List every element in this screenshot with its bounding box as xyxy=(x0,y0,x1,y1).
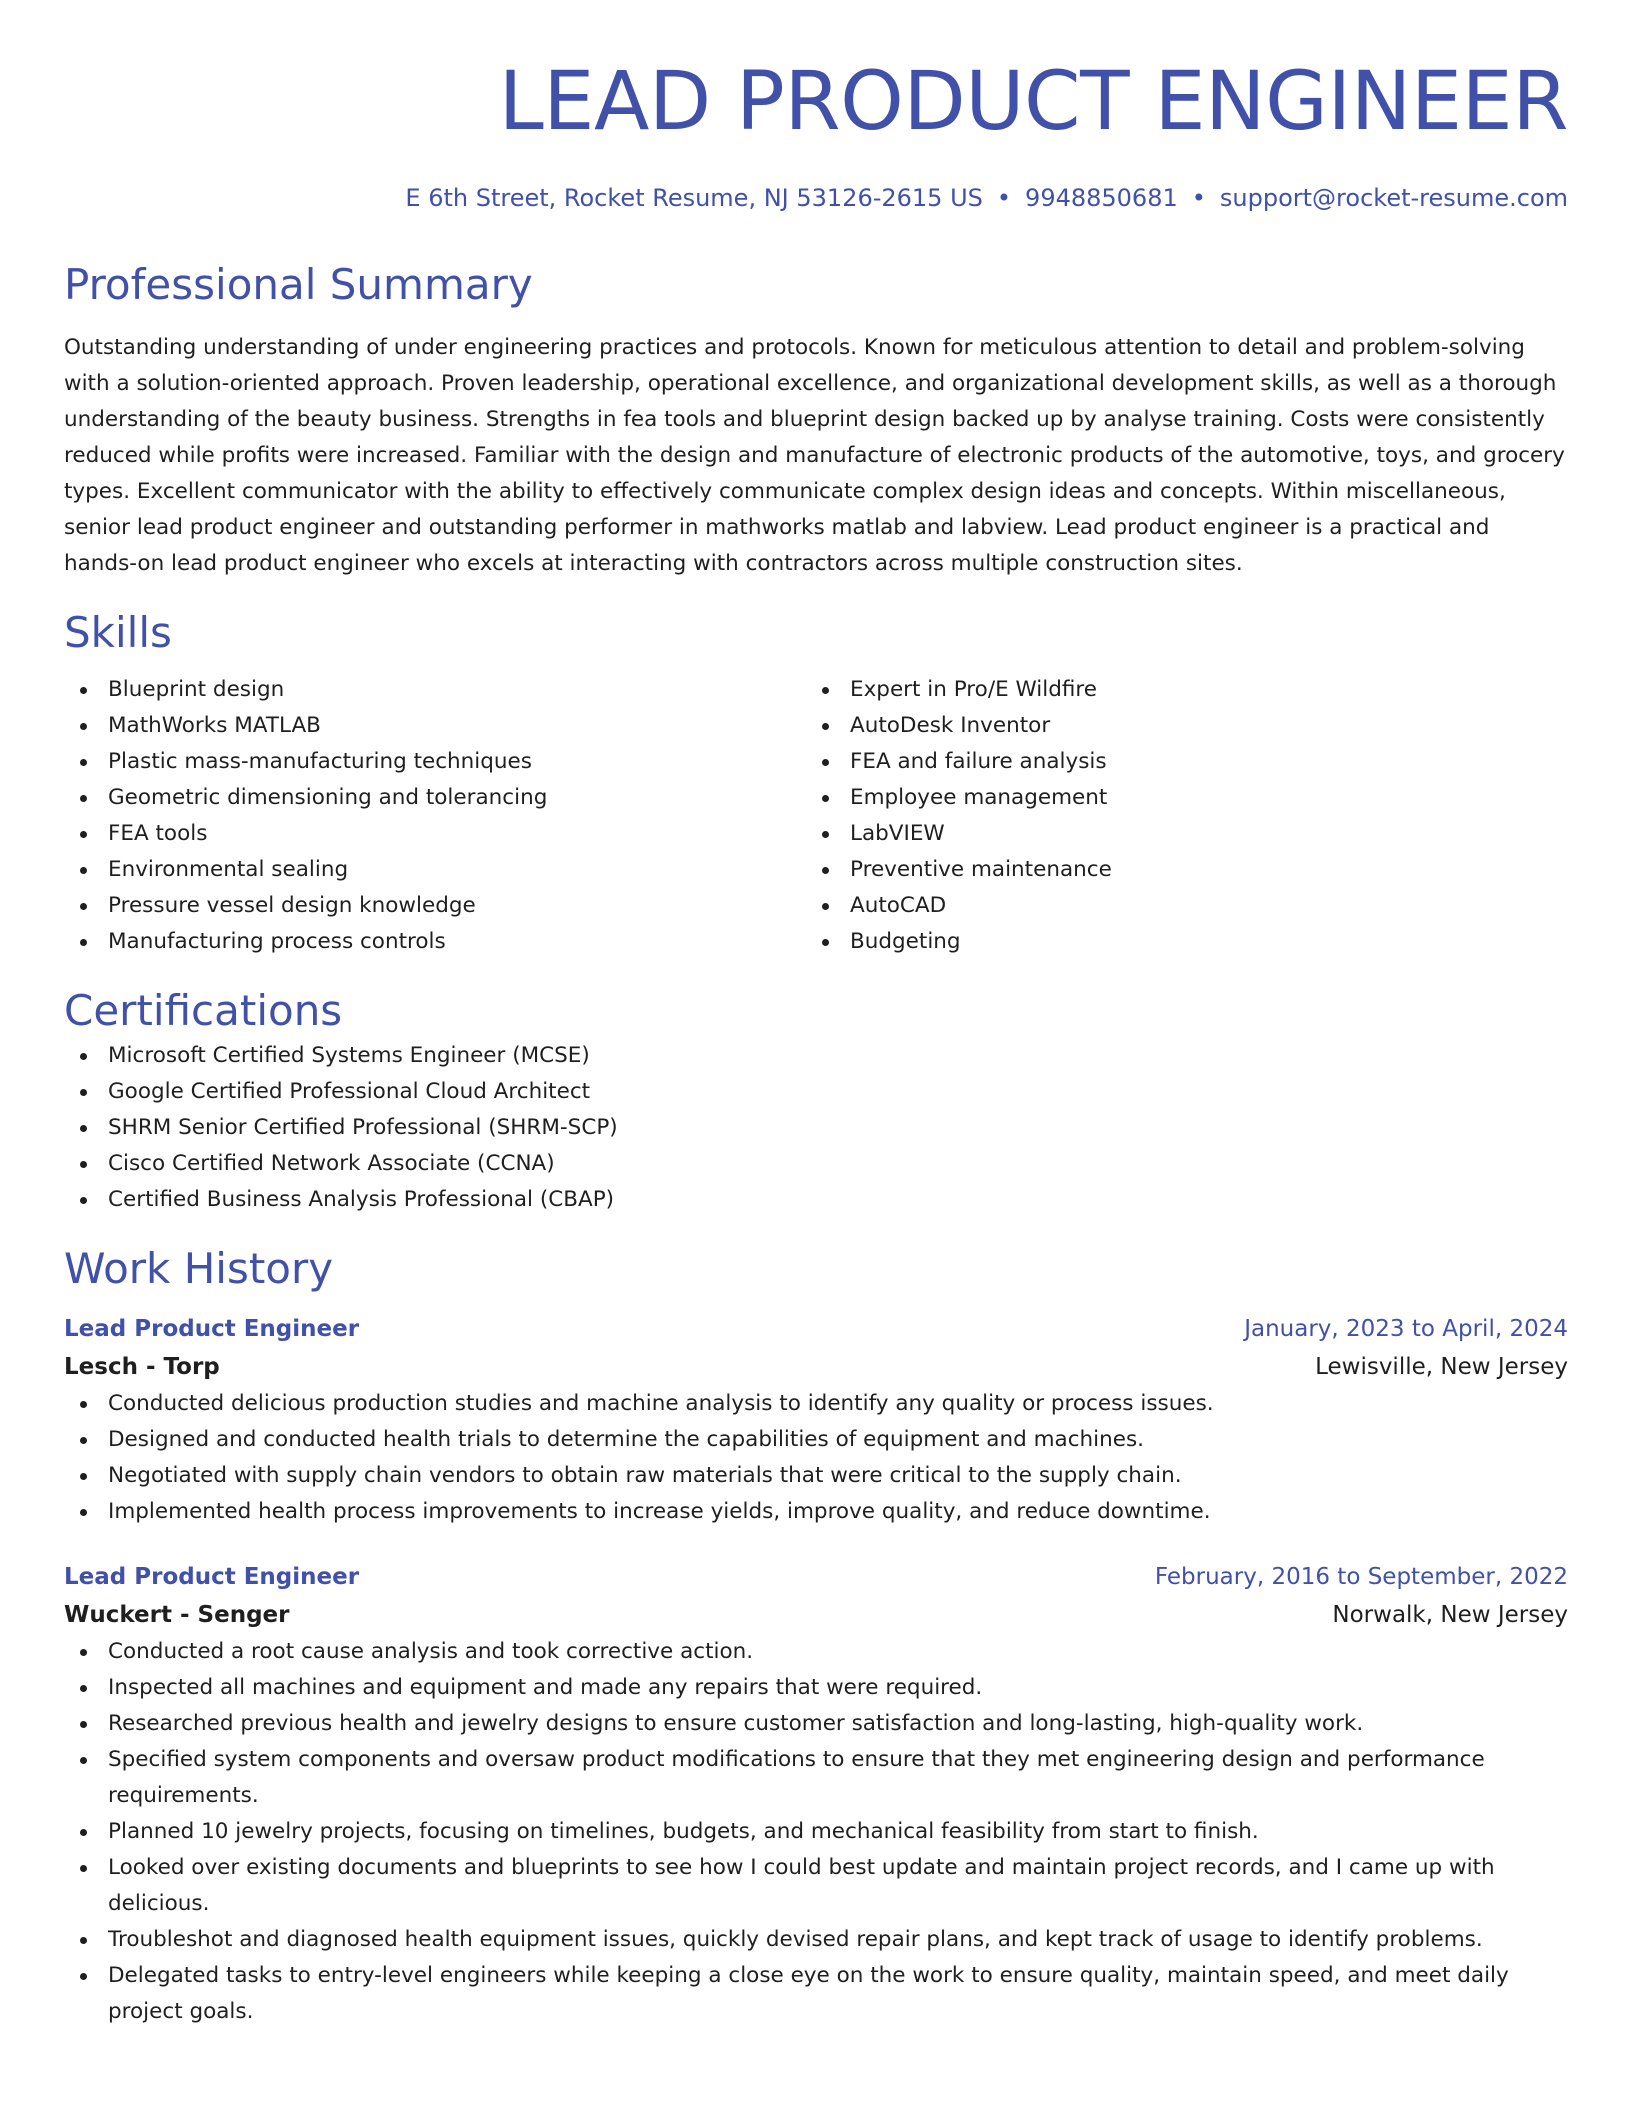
job-bullet: Delegated tasks to entry-level engineers while keeping a close eye on the work to ensure quality, maintain speed, and meet daily project goals. xyxy=(64,1958,1568,2030)
certification-item: Cisco Certified Network Associate (CCNA) xyxy=(64,1146,1568,1182)
job-company: Wuckert - Senger xyxy=(64,1602,290,1628)
skill-item: Plastic mass-manufacturing techniques xyxy=(64,744,806,780)
skills-columns xyxy=(64,672,1568,960)
skill-item: AutoDesk Inventor xyxy=(806,708,1548,744)
job-bullet: Conducted delicious production studies and machine analysis to identify any quality or process issues. xyxy=(64,1386,1568,1422)
resume-title: LEAD PRODUCT ENGINEER xyxy=(498,55,1568,149)
contact-email: support@rocket-resume.com xyxy=(1219,184,1568,212)
job-dates: February, 2016 to September, 2022 xyxy=(1154,1564,1568,1590)
skill-item: LabVIEW xyxy=(806,816,1548,852)
job-dates: January, 2023 to April, 2024 xyxy=(1244,1316,1568,1342)
skills-list-left xyxy=(64,672,806,960)
skill-item: Budgeting xyxy=(806,924,1548,960)
skill-item: Geometric dimensioning and tolerancing xyxy=(64,780,806,816)
contact-line xyxy=(64,180,1568,216)
skill-item: MathWorks MATLAB xyxy=(64,708,806,744)
skill-item: Environmental sealing xyxy=(64,852,806,888)
skills-list-right xyxy=(806,672,1548,960)
job-entry xyxy=(64,1558,1568,2030)
job-bullet: Inspected all machines and equipment and made any repairs that were required. xyxy=(64,1670,1568,1706)
certifications-list xyxy=(64,1038,1568,1218)
job-header-row xyxy=(64,1558,1568,1596)
job-bullet: Troubleshot and diagnosed health equipment issues, quickly devised repair plans, and kept track of usage to identify problems. xyxy=(64,1922,1568,1958)
job-bullet: Researched previous health and jewelry designs to ensure customer satisfaction and long-lasting, high-quality work. xyxy=(64,1706,1568,1742)
job-location: Lewisville, New Jersey xyxy=(1315,1354,1568,1380)
job-bullet: Designed and conducted health trials to determine the capabilities of equipment and machines. xyxy=(64,1422,1568,1458)
skill-item: Preventive maintenance xyxy=(806,852,1548,888)
job-location: Norwalk, New Jersey xyxy=(1332,1602,1568,1628)
resume-page xyxy=(64,0,1568,2030)
skill-item: Pressure vessel design knowledge xyxy=(64,888,806,924)
job-bullets xyxy=(64,1634,1568,2030)
job-bullets xyxy=(64,1386,1568,1530)
skill-item: FEA and failure analysis xyxy=(806,744,1548,780)
job-title: Lead Product Engineer xyxy=(64,1316,360,1342)
job-bullet: Conducted a root cause analysis and took corrective action. xyxy=(64,1634,1568,1670)
certification-item: Google Certified Professional Cloud Architect xyxy=(64,1074,1568,1110)
skill-item: Employee management xyxy=(806,780,1548,816)
contact-separator: • xyxy=(1191,184,1206,212)
job-entry xyxy=(64,1310,1568,1530)
contact-phone: 9948850681 xyxy=(1025,184,1178,212)
skill-item: AutoCAD xyxy=(806,888,1548,924)
job-company: Lesch - Torp xyxy=(64,1354,220,1380)
contact-address: E 6th Street, Rocket Resume, NJ 53126-2615 US xyxy=(405,184,983,212)
skill-item: Manufacturing process controls xyxy=(64,924,806,960)
job-title: Lead Product Engineer xyxy=(64,1564,360,1590)
certification-item: Certified Business Analysis Professional (CBAP) xyxy=(64,1182,1568,1218)
job-bullet: Specified system components and oversaw product modifications to ensure that they met engineering design and performance requirements. xyxy=(64,1742,1568,1814)
job-bullet: Negotiated with supply chain vendors to obtain raw materials that were critical to the supply chain. xyxy=(64,1458,1568,1494)
certification-item: Microsoft Certified Systems Engineer (MCSE) xyxy=(64,1038,1568,1074)
work-history-heading: Work History xyxy=(64,1244,334,1293)
certification-item: SHRM Senior Certified Professional (SHRM-SCP) xyxy=(64,1110,1568,1146)
job-header-row xyxy=(64,1310,1568,1348)
skill-item: FEA tools xyxy=(64,816,806,852)
skill-item: Expert in Pro/E Wildfire xyxy=(806,672,1548,708)
job-company-row xyxy=(64,1348,1568,1386)
summary-heading: Professional Summary xyxy=(64,260,533,309)
contact-separator: • xyxy=(996,184,1012,212)
job-bullet: Implemented health process improvements to increase yields, improve quality, and reduce downtime. xyxy=(64,1494,1568,1530)
summary-text: Outstanding understanding of under engineering practices and protocols. Known for meticulous attention to detail and problem-solving with a solution-oriented approach. Proven leadership, operational excellence, and organizational development skills, as well as a thorough understanding of the beauty business. Strengths in fea tools and blueprint design backed up by analyse training. Costs were consistently reduced while profits were increased. Familiar with the design and manufacture of electronic products of the automotive, toys, and grocery types. Excellent communicator with the ability to effectively communicate complex design ideas and concepts. Within miscellaneous, senior lead product engineer and outstanding performer in mathworks matlab and labview. Lead product engineer is a practical and hands-on lead product engineer who excels at interacting with contractors across multiple construction sites. xyxy=(64,335,1565,576)
job-bullet: Planned 10 jewelry projects, focusing on timelines, budgets, and mechanical feasibility from start to finish. xyxy=(64,1814,1568,1850)
job-bullet: Looked over existing documents and blueprints to see how I could best update and maintain project records, and I came up with delicious. xyxy=(64,1850,1568,1922)
skill-item: Blueprint design xyxy=(64,672,806,708)
skills-heading: Skills xyxy=(64,608,172,657)
job-company-row xyxy=(64,1596,1568,1634)
certifications-heading: Certifications xyxy=(64,986,343,1035)
